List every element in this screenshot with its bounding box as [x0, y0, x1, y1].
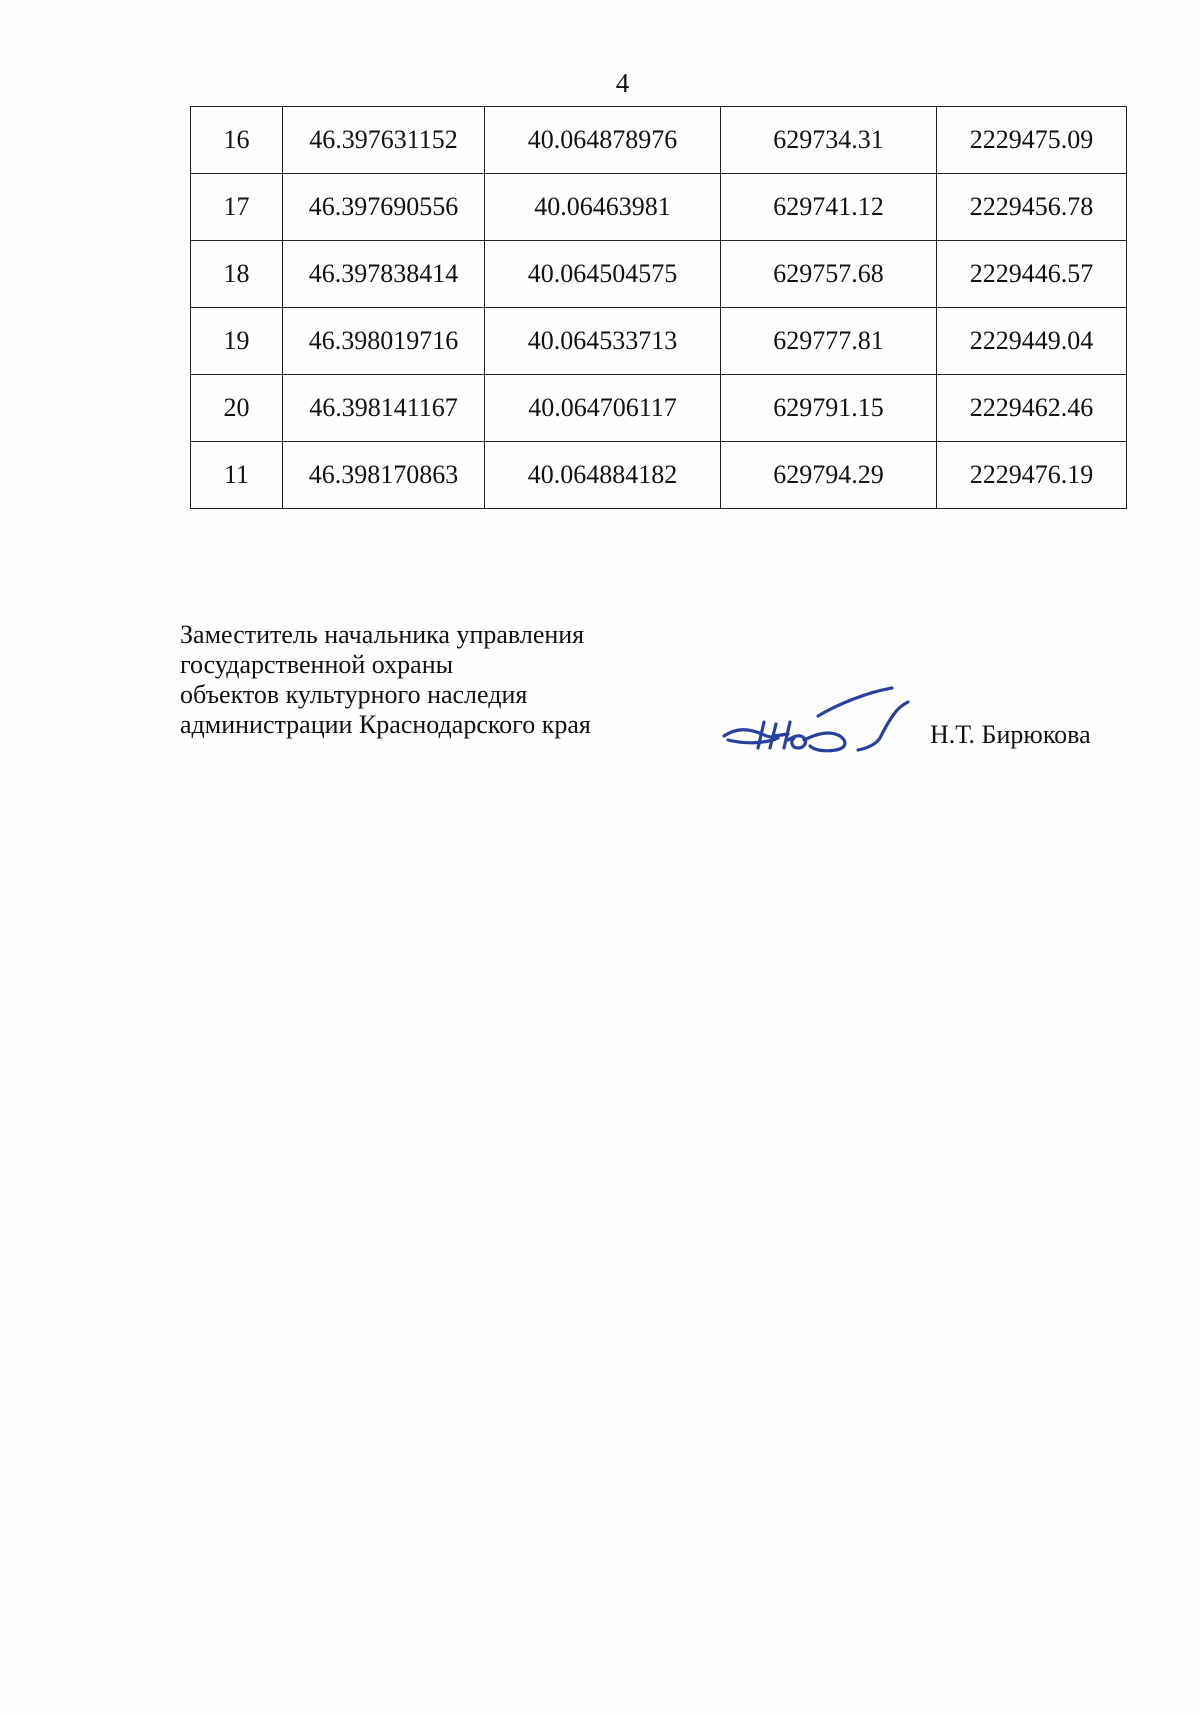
table-row: [191, 107, 1127, 174]
table-row: [191, 241, 1127, 308]
y-coordinate-cell: 2229462.46: [937, 375, 1127, 442]
latitude-cell: 46.398019716: [283, 308, 485, 375]
x-coordinate-cell: 629741.12: [721, 174, 937, 241]
signer-position-line: администрации Краснодарского края: [180, 710, 591, 739]
longitude-cell: 40.06463981: [485, 174, 721, 241]
longitude-cell: 40.064533713: [485, 308, 721, 375]
latitude-cell: 46.398170863: [283, 442, 485, 509]
point-number-cell: 19: [191, 308, 283, 375]
longitude-cell: 40.064884182: [485, 442, 721, 509]
y-coordinate-cell: 2229475.09: [937, 107, 1127, 174]
signer-position-line: государственной охраны: [180, 650, 454, 679]
point-number-cell: 17: [191, 174, 283, 241]
x-coordinate-cell: 629734.31: [721, 107, 937, 174]
point-number-cell: 18: [191, 241, 283, 308]
x-coordinate-cell: 629757.68: [721, 241, 937, 308]
longitude-cell: 40.064706117: [485, 375, 721, 442]
latitude-cell: 46.398141167: [283, 375, 485, 442]
table-row: [191, 308, 1127, 375]
table-row: [191, 442, 1127, 509]
signer-position-line: объектов культурного наследия: [180, 680, 528, 709]
signer-position-line: Заместитель начальника управления: [180, 620, 585, 649]
x-coordinate-cell: 629791.15: [721, 375, 937, 442]
signer-position: [180, 620, 591, 740]
point-number-cell: 11: [191, 442, 283, 509]
y-coordinate-cell: 2229456.78: [937, 174, 1127, 241]
latitude-cell: 46.397838414: [283, 241, 485, 308]
longitude-cell: 40.064878976: [485, 107, 721, 174]
latitude-cell: 46.397631152: [283, 107, 485, 174]
table-row: [191, 174, 1127, 241]
signer-name: Н.Т. Бирюкова: [930, 720, 1091, 749]
coordinates-table: [190, 106, 1127, 509]
y-coordinate-cell: 2229476.19: [937, 442, 1127, 509]
latitude-cell: 46.397690556: [283, 174, 485, 241]
x-coordinate-cell: 629777.81: [721, 308, 937, 375]
longitude-cell: 40.064504575: [485, 241, 721, 308]
table-row: [191, 375, 1127, 442]
y-coordinate-cell: 2229446.57: [937, 241, 1127, 308]
x-coordinate-cell: 629794.29: [721, 442, 937, 509]
page-number: 4: [615, 68, 630, 98]
y-coordinate-cell: 2229449.04: [937, 308, 1127, 375]
point-number-cell: 16: [191, 107, 283, 174]
point-number-cell: 20: [191, 375, 283, 442]
handwritten-signature: [718, 678, 914, 758]
